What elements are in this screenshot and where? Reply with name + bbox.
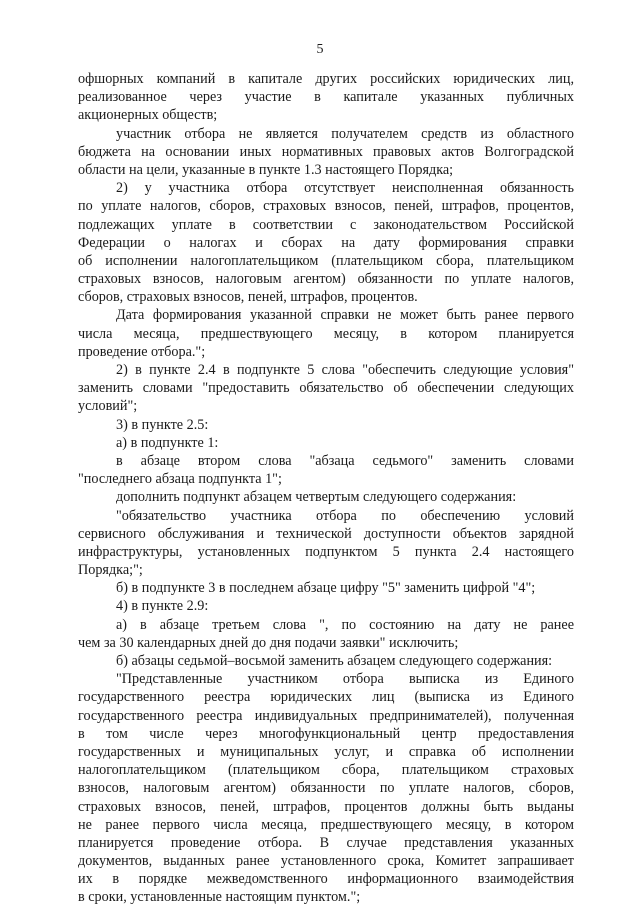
text-line: б) абзацы седьмой–восьмой заменить абзацем следующего содержания:: [116, 653, 553, 669]
text-line: 2) у участника отбора отсутствует неисполненная обязанность: [116, 180, 574, 197]
text-line: Порядка;";: [78, 562, 143, 579]
document-body: [78, 70, 574, 907]
text-line: документов, выданных ранее установленного срока, Комитет запрашивает: [78, 853, 574, 870]
text-line: "обязательство участника отбора по обеспечению условий: [116, 507, 574, 524]
text-line: налогоплательщиком (плательщиком сбора, плательщиком страховых: [78, 762, 574, 779]
text-line: страховых взносов, пеней, штрафов, процентов должны быть выданы: [78, 798, 574, 815]
text-line: акционерных обществ;: [78, 107, 218, 124]
text-line: числа месяца, предшествующего месяцу, в котором планируется: [78, 325, 574, 342]
text-line: планируется проведение отбора. В случае представления указанных: [78, 834, 574, 851]
text-line: чем за 30 календарных дней до дня подачи заявки" исключить;: [78, 634, 459, 651]
text-line: сервисного обслуживания и технической доступности объектов зарядной: [78, 525, 574, 542]
text-line: области на цели, указанные в пункте 1.3 настоящего Порядка;: [78, 161, 454, 178]
text-line: их в порядке межведомственного информационного взаимодействия: [78, 871, 574, 888]
text-line: государственного реестра юридических лиц (выписка из Единого: [78, 689, 574, 706]
text-line: государственного реестра индивидуальных предпринимателей), полученная: [78, 707, 574, 724]
text-line: дополнить подпункт абзацем четвертым следующего содержания:: [116, 489, 517, 506]
text-line: 4) в пункте 2.9:: [116, 598, 209, 615]
text-line: "последнего абзаца подпункта 1";: [78, 471, 282, 488]
text-line: сборов, страховых взносов, пеней, штрафов, процентов.: [78, 289, 418, 306]
text-line: Федерации о налогах и сборах на дату формирования справки: [78, 234, 574, 251]
text-line: 2) в пункте 2.4 в подпункте 5 слова "обеспечить следующие условия": [116, 362, 574, 378]
text-line: а) в абзаце третьем слова ", по состоянию на дату не ранее: [116, 616, 574, 633]
text-line: бюджета на основании иных нормативных правовых актов Волгоградской: [78, 143, 574, 160]
text-line: об исполнении налогоплательщиком (плательщиком сбора, плательщиком: [78, 252, 574, 269]
text-line: б) в подпункте 3 в последнем абзаце цифру "5" заменить цифрой "4";: [116, 580, 536, 597]
text-line: заменить словами "предоставить обязательство об обеспечении следующих: [78, 380, 574, 397]
text-line: Дата формирования указанной справки не может быть ранее первого: [116, 307, 574, 324]
text-line: условий";: [78, 398, 138, 415]
text-line: "Представленные участником отбора выписка из Единого: [116, 671, 574, 688]
text-line: страховых взносов, налоговым агентом) обязанности по уплате налогов,: [78, 271, 574, 288]
text-line: в том числе через многофункциональный центр предоставления: [78, 725, 574, 742]
text-line: по уплате налогов, сборов, страховых взносов, пеней, штрафов, процентов,: [78, 198, 574, 215]
text-line: в абзаце втором слова "абзаца седьмого" заменить словами: [116, 452, 574, 469]
text-line: проведение отбора.";: [78, 343, 206, 360]
text-line: не ранее первого числа месяца, предшествующего месяцу, в котором: [78, 816, 574, 833]
text-line: взносов, налоговым агентом) обязанности по уплате налогов, сборов,: [78, 780, 574, 797]
text-line: подлежащих уплате в соответствии с законодательством Российской: [78, 216, 574, 233]
text-line: в сроки, установленные настоящим пунктом.";: [78, 889, 361, 906]
text-line: а) в подпункте 1:: [116, 434, 219, 451]
text-line: инфраструктуры, установленных подпунктом 5 пункта 2.4 настоящего: [78, 543, 574, 560]
page-number: 5: [316, 42, 324, 57]
text-line: участник отбора не является получателем средств из областного: [116, 125, 574, 142]
text-line: 3) в пункте 2.5:: [116, 416, 209, 433]
text-line: офшорных компаний в капитале других российских юридических лиц,: [78, 71, 574, 87]
text-line: государственных и муниципальных услуг, и справка об исполнении: [78, 743, 574, 760]
text-line: реализованное через участие в капитале указанных публичных: [78, 89, 574, 106]
